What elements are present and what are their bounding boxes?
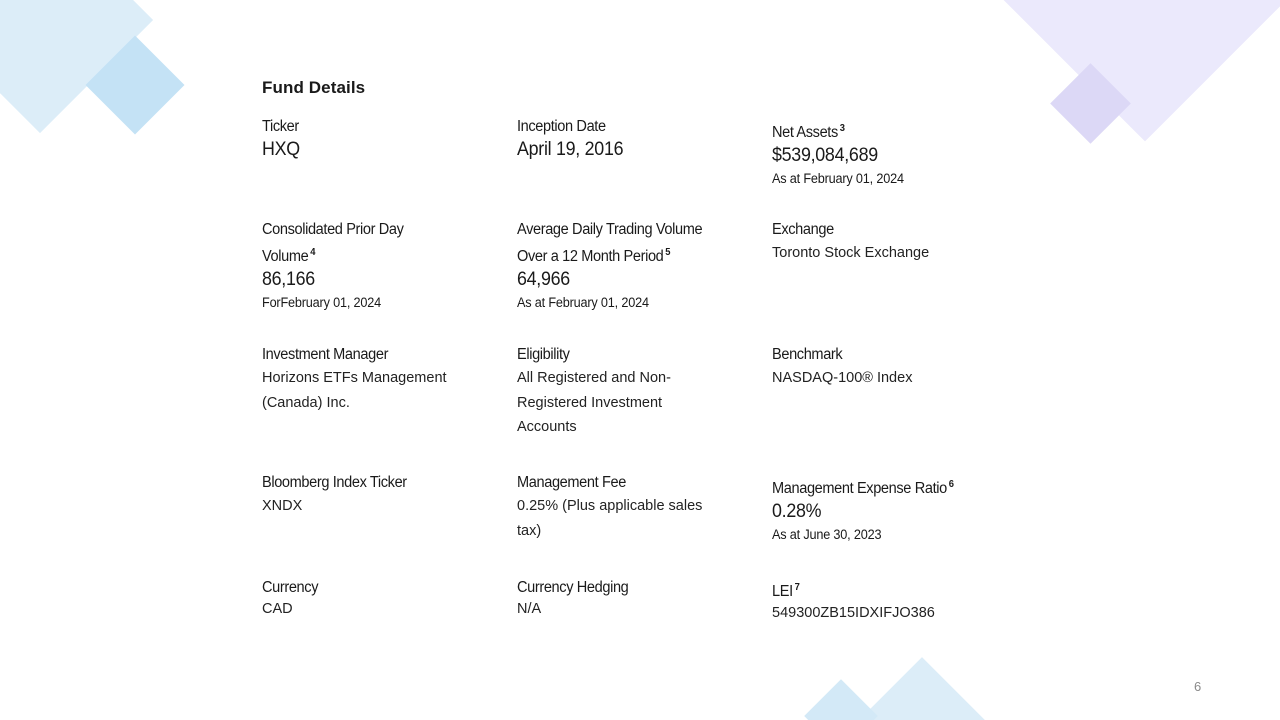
field-label: Average Daily Trading Volume bbox=[517, 221, 703, 238]
field-label: Currency bbox=[262, 579, 319, 596]
field-label: Inception Date bbox=[517, 118, 606, 135]
as-at-date: ForFebruary 01, 2024 bbox=[262, 295, 381, 310]
exchange-field bbox=[772, 218, 1022, 343]
field-label: Over a 12 Month Period $^5$ bbox=[517, 247, 671, 265]
field-value: HXQ bbox=[262, 139, 300, 160]
footnote-marker: 4 bbox=[310, 247, 316, 258]
footnote-marker: 5 bbox=[665, 247, 671, 258]
field-value: N/A bbox=[517, 601, 542, 617]
ticker-field bbox=[262, 115, 517, 218]
currency-field bbox=[262, 576, 517, 623]
page-title: Fund Details bbox=[262, 78, 366, 97]
field-value: 0.25% (Plus applicable sales tax) bbox=[517, 498, 703, 539]
as-at-date: As at February 01, 2024 bbox=[772, 171, 904, 186]
field-value: 64,966 bbox=[517, 269, 570, 290]
field-label: Eligibility bbox=[517, 346, 570, 363]
field-label: Investment Manager bbox=[262, 346, 389, 363]
inception-date-field bbox=[517, 115, 772, 218]
field-label: Consolidated Prior Day bbox=[262, 221, 404, 238]
bloomberg-ticker-field bbox=[262, 471, 517, 576]
field-value: All Registered and Non-Registered Investment Accounts bbox=[517, 370, 671, 435]
field-label: Management Fee bbox=[517, 474, 626, 491]
decorative-diamond bbox=[804, 679, 878, 720]
lei-field bbox=[772, 576, 1022, 623]
field-label: Currency Hedging bbox=[517, 579, 629, 596]
field-label: Bloomberg Index Ticker bbox=[262, 474, 407, 491]
fund-details-grid bbox=[262, 115, 1022, 623]
decorative-diamond bbox=[1004, 0, 1280, 141]
eligibility-field bbox=[517, 343, 772, 471]
prior-day-volume-field bbox=[262, 218, 517, 343]
currency-hedging-field bbox=[517, 576, 772, 623]
fund-details-section bbox=[262, 78, 1022, 623]
footnote-marker: 6 bbox=[948, 479, 954, 490]
field-label: Benchmark bbox=[772, 346, 843, 363]
field-value: Horizons ETFs Management (Canada) Inc. bbox=[262, 370, 447, 411]
field-value: 549300ZB15IDXIFJO386 bbox=[772, 605, 935, 621]
field-value: NASDAQ-100® Index bbox=[772, 370, 913, 386]
net-assets-field bbox=[772, 115, 1022, 218]
as-at-date: As at February 01, 2024 bbox=[517, 295, 649, 310]
field-value: 86,166 bbox=[262, 269, 315, 290]
field-value: Toronto Stock Exchange bbox=[772, 245, 930, 261]
footnote-marker: 3 bbox=[839, 123, 845, 134]
field-label: Management Expense Ratio $^6$ bbox=[772, 479, 954, 497]
management-fee-field bbox=[517, 471, 772, 576]
field-value: CAD bbox=[262, 601, 293, 617]
field-label: Ticker bbox=[262, 118, 299, 135]
page-number: 6 bbox=[1194, 679, 1202, 694]
field-label: Exchange bbox=[772, 221, 834, 238]
field-label: Net Assets $^3$ bbox=[772, 123, 845, 141]
field-value: 0.28% bbox=[772, 501, 822, 522]
average-volume-field bbox=[517, 218, 772, 343]
field-label: Volume $^4$ bbox=[262, 247, 316, 265]
field-value: April 19, 2016 bbox=[517, 139, 624, 160]
field-label: LEI $^7$ bbox=[772, 582, 800, 600]
benchmark-field bbox=[772, 343, 1022, 471]
investment-manager-field bbox=[262, 343, 517, 471]
field-value: XNDX bbox=[262, 498, 303, 514]
field-value: $539,084,689 bbox=[772, 145, 878, 166]
mer-field bbox=[772, 471, 1022, 576]
footnote-marker: 7 bbox=[794, 582, 800, 593]
as-at-date: As at June 30, 2023 bbox=[772, 527, 882, 542]
